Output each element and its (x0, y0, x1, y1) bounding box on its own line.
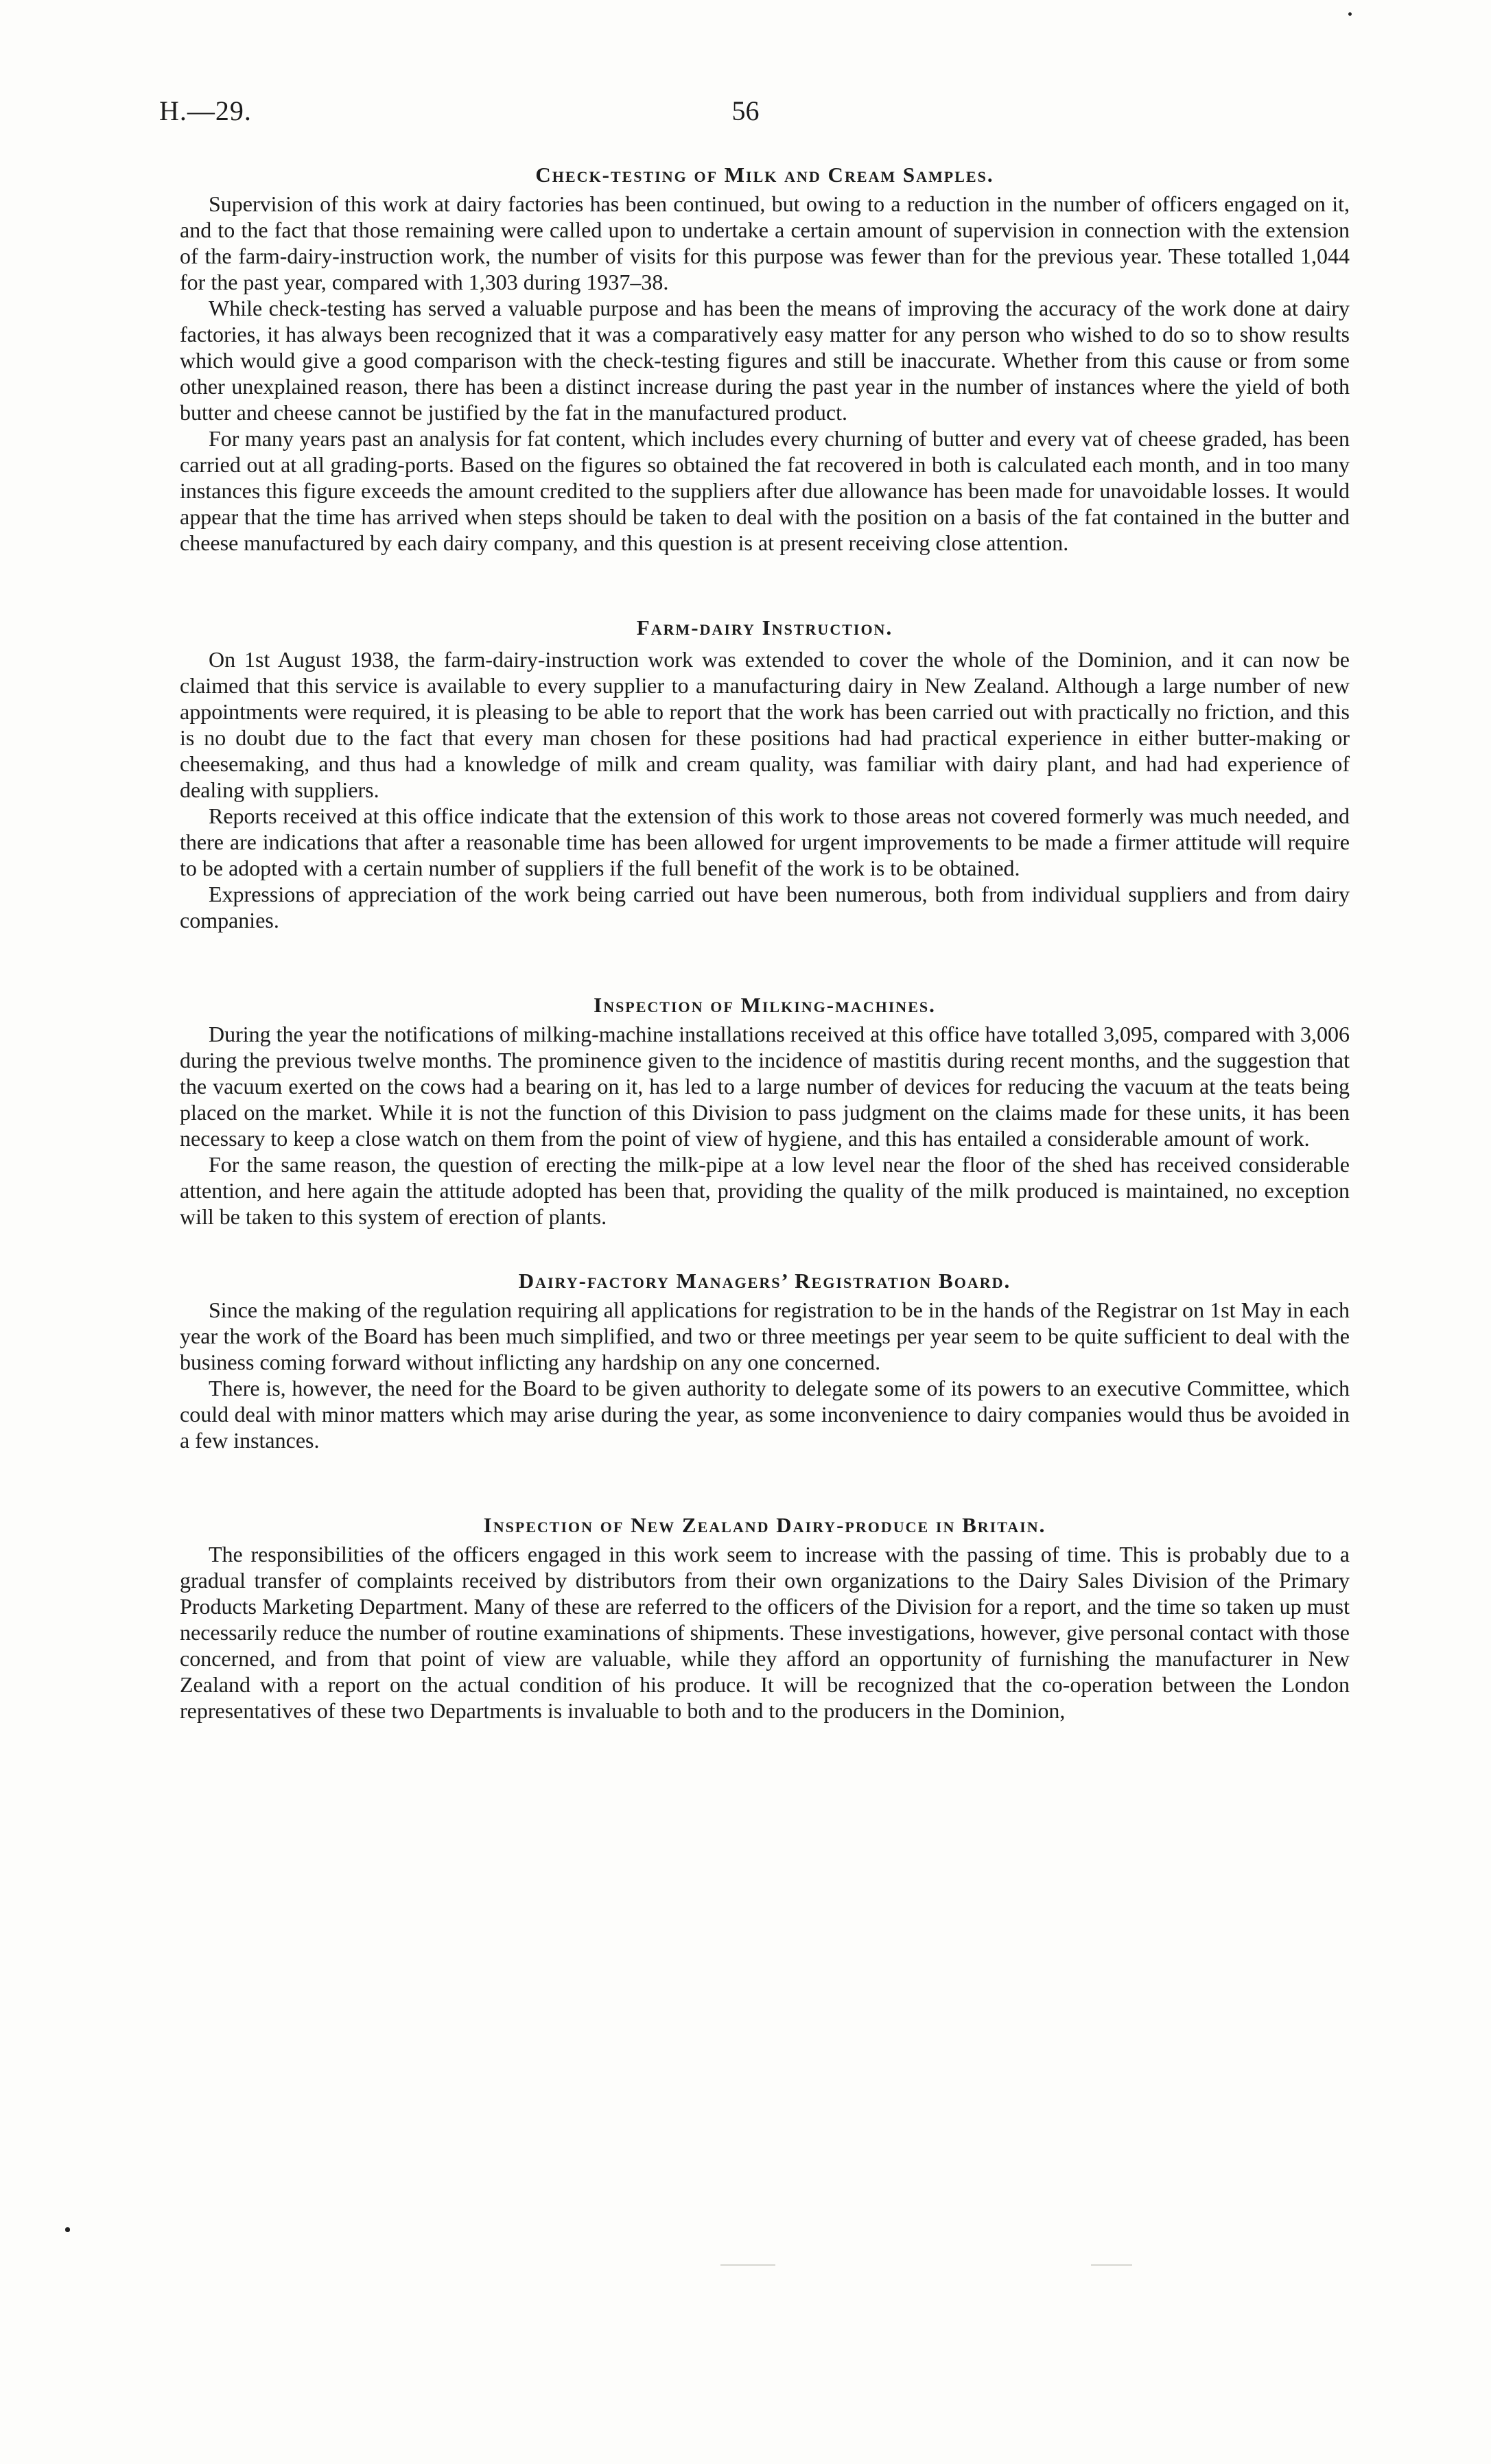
section-spacer (180, 1230, 1350, 1268)
print-smudge (1091, 2264, 1132, 2266)
section-heading: Check-testing of Milk and Cream Samples. (535, 163, 994, 187)
section-produce-in-britain (180, 1512, 1350, 1724)
section-milking-machines (180, 992, 1350, 1230)
section-spacer (180, 556, 1350, 615)
section-heading: Dairy-factory Managers’ Registration Board. (518, 1269, 1011, 1293)
section-registration-board (180, 1268, 1350, 1453)
document-id: H.—29. (159, 95, 252, 126)
section-heading: Farm-dairy Instruction. (636, 615, 893, 640)
section-spacer (180, 1453, 1350, 1512)
print-smudge (720, 2264, 775, 2266)
section-spacer (180, 933, 1350, 992)
paragraph: Since the making of the regulation requiring all applications for registration to be in the hands of the Registrar on 1st May in each year the work of the Board has been much simplified, and two or three meetings per year seem to be quite sufficient to deal with the business coming forward without inflicting any hardship on any one concerned. (180, 1298, 1350, 1374)
paragraph: Expressions of appreciation of the work being carried out have been numerous, both from individual suppliers and from dairy companies. (180, 882, 1350, 932)
page-header (159, 95, 1332, 136)
paragraph: For many years past an analysis for fat content, which includes every churning of butter and every vat of cheese graded, has been carried out at all grading-ports. Based on the figures so obtained the fat recovered in both is calculated each month, and in too many instances this figure exceeds the amount credited to the suppliers after due allowance has been made for unavoidable losses. It would appear that the time has arrived when steps should be taken to deal with the position on a basis of the fat contained in the butter and cheese manufactured by each dairy company, and this question is at present receiving close attention. (180, 426, 1350, 555)
report-body (180, 162, 1350, 1724)
section-check-testing (180, 162, 1350, 556)
paragraph: During the year the notifications of milking-machine installations received at this office have totalled 3,095, compared with 3,006 during the previous twelve months. The prominence given to the incidence of mastitis during recent months, and the suggestion that the vacuum exerted on the cows had a bearing on it, has led to a large number of devices for reducing the vacuum at the teats being placed on the market. While it is not the function of this Division to pass judgment on the claims made for these units, it has been necessary to keep a close watch on them from the point of view of hygiene, and this has entailed a considerable amount of work. (180, 1022, 1350, 1151)
paragraph: Supervision of this work at dairy factories has been continued, but owing to a reduction in the number of officers engaged on it, and to the fact that those remaining were called upon to undertake a certain amount of supervision in connection with the extension of the farm-dairy-instruction work, the number of visits for this purpose was fewer than for the previous year. These totalled 1,044 for the past year, compared with 1,303 during 1937–38. (180, 191, 1350, 294)
paragraph: Reports received at this office indicate that the extension of this work to those areas not covered formerly was much needed, and there are indications that after a reasonable time has been allowed for urgent improvements to be made a firmer attitude will require to be adopted with a certain number of suppliers if the full benefit of the work is to be obtained. (180, 803, 1350, 880)
paragraph: There is, however, the need for the Board to be given authority to delegate some of its powers to an executive Committee, which could deal with minor matters which may arise during the year, as some inconvenience to dairy companies would thus be avoided in a few instances. (180, 1376, 1350, 1453)
paragraph: For the same reason, the question of erecting the milk-pipe at a low level near the floor of the shed has received considerable attention, and here again the attitude adopted has been that, providing the quality of the milk produced is maintained, no exception will be taken to this system of erection of plants. (180, 1152, 1350, 1229)
print-speck (1348, 12, 1352, 16)
section-heading: Inspection of Milking-machines. (594, 993, 936, 1017)
paragraph: On 1st August 1938, the farm-dairy-instruction work was extended to cover the whole of the Dominion, and it can now be claimed that this service is available to every supplier to a manufacturing dairy in New Zealand. Although a large number of new appointments were required, it is pleasing to be able to report that the work has been carried out with practically no friction, and this is no doubt due to the fact that every man chosen for these positions had had practical experience in either butter-making or cheesemaking, and thus had a knowledge of milk and cream quality, was familiar with dairy plant, and had had experience of dealing with suppliers. (180, 647, 1350, 802)
paragraph: The responsibilities of the officers engaged in this work seem to increase with the passing of time. This is probably due to a gradual transfer of complaints received by distributors from their own organizations to the Dairy Sales Division of the Primary Products Marketing Department. Many of these are referred to the officers of the Division for a report, and the time so taken up must necessarily reduce the number of routine examinations of shipments. These investigations, however, give personal contact with those concerned, and from that point of view are valuable, while they afford an opportunity of furnishing the manufacturer in New Zealand with a report on the actual condition of his produce. It will be recognized that the co-operation between the London representatives of these two Departments is invaluable to both and to the producers in the Dominion, (180, 1542, 1350, 1723)
section-farm-dairy-instruction (180, 615, 1350, 933)
page-number: 56 (731, 95, 760, 126)
paragraph: While check-testing has served a valuable purpose and has been the means of improving the accuracy of the work done at dairy factories, it has always been recognized that it was a comparatively easy matter for any person who wished to do so to show results which would give a good comparison with the check-testing figures and still be inaccurate. Whether from this cause or from some other unexplained reason, there has been a distinct increase during the past year in the number of instances where the yield of both butter and cheese cannot be justified by the fat in the manufactured product. (180, 296, 1350, 425)
section-heading: Inspection of New Zealand Dairy-produce in Britain. (483, 1513, 1046, 1537)
print-speck (65, 2227, 70, 2232)
